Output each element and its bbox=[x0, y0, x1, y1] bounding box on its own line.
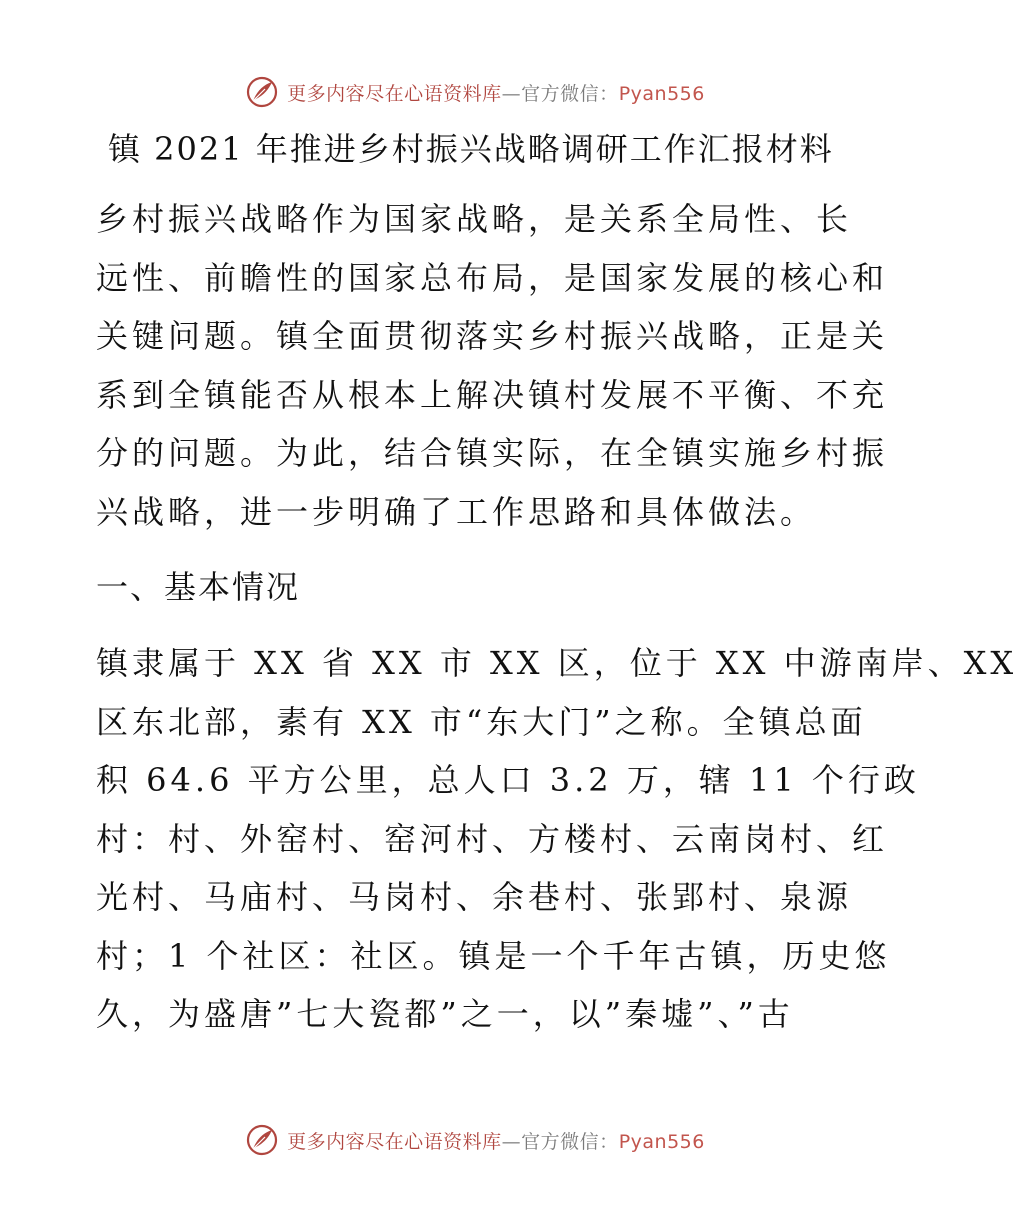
feather-pen-logo-icon bbox=[245, 1123, 279, 1157]
paragraph-line: 村：村、外窑村、窑河村、方楼村、云南岗村、红 bbox=[96, 819, 889, 858]
paragraph-line: 系到全镇能否从根本上解决镇村发展不平衡、不充 bbox=[96, 375, 889, 414]
watermark-wechat-id: Pyan556 bbox=[618, 1130, 705, 1153]
paragraph-line: 村；1 个社区：社区。镇是一个千年古镇，历史悠 bbox=[96, 936, 891, 975]
paragraph-line: 区东北部，素有 XX 市“东大门”之称。全镇总面 bbox=[96, 702, 867, 741]
watermark-separator: — bbox=[501, 1130, 522, 1153]
watermark-brand: 更多内容尽在心语资料库 bbox=[287, 1130, 502, 1153]
feather-pen-logo-icon bbox=[245, 75, 279, 109]
watermark-wechat-label: 官方微信： bbox=[521, 1130, 619, 1153]
paragraph-line: 积 64.6 平方公里，总人口 3.2 万，辖 11 个行政 bbox=[96, 761, 920, 799]
watermark-text bbox=[287, 79, 705, 106]
paragraph-line: 光村、马庙村、马岗村、余巷村、张郢村、泉源 bbox=[96, 878, 853, 916]
section-heading: 一、基本情况 bbox=[96, 568, 301, 606]
document-title: 镇 2021 年推进乡村振兴战略调研工作汇报材料 bbox=[108, 130, 834, 168]
watermark-wechat-id: Pyan556 bbox=[618, 82, 705, 105]
paragraph-line: 关键问题。镇全面贯彻落实乡村振兴战略，正是关 bbox=[96, 317, 889, 355]
watermark-brand: 更多内容尽在心语资料库 bbox=[287, 82, 502, 105]
paragraph-line: 镇隶属于 XX 省 XX 市 XX 区，位于 XX 中游南岸、XX bbox=[96, 644, 1017, 682]
paragraph-line: 远性、前瞻性的国家总布局，是国家发展的核心和 bbox=[96, 258, 889, 297]
intro-paragraph bbox=[96, 190, 889, 541]
paragraph-line: 乡村振兴战略作为国家战略，是关系全局性、长 bbox=[96, 200, 853, 238]
paragraph-line: 兴战略，进一步明确了工作思路和具体做法。 bbox=[96, 492, 817, 531]
watermark-header bbox=[0, 72, 950, 112]
watermark-text bbox=[287, 1127, 705, 1154]
section1-paragraph bbox=[96, 634, 1017, 1044]
paragraph-line: 久，为盛唐”七大瓷都”之一，以”秦墟”、”古 bbox=[96, 995, 794, 1033]
watermark-wechat-label: 官方微信： bbox=[521, 82, 619, 105]
watermark-footer bbox=[0, 1120, 950, 1160]
watermark-separator: — bbox=[501, 82, 522, 105]
paragraph-line: 分的问题。为此，结合镇实际，在全镇实施乡村振 bbox=[96, 434, 889, 472]
